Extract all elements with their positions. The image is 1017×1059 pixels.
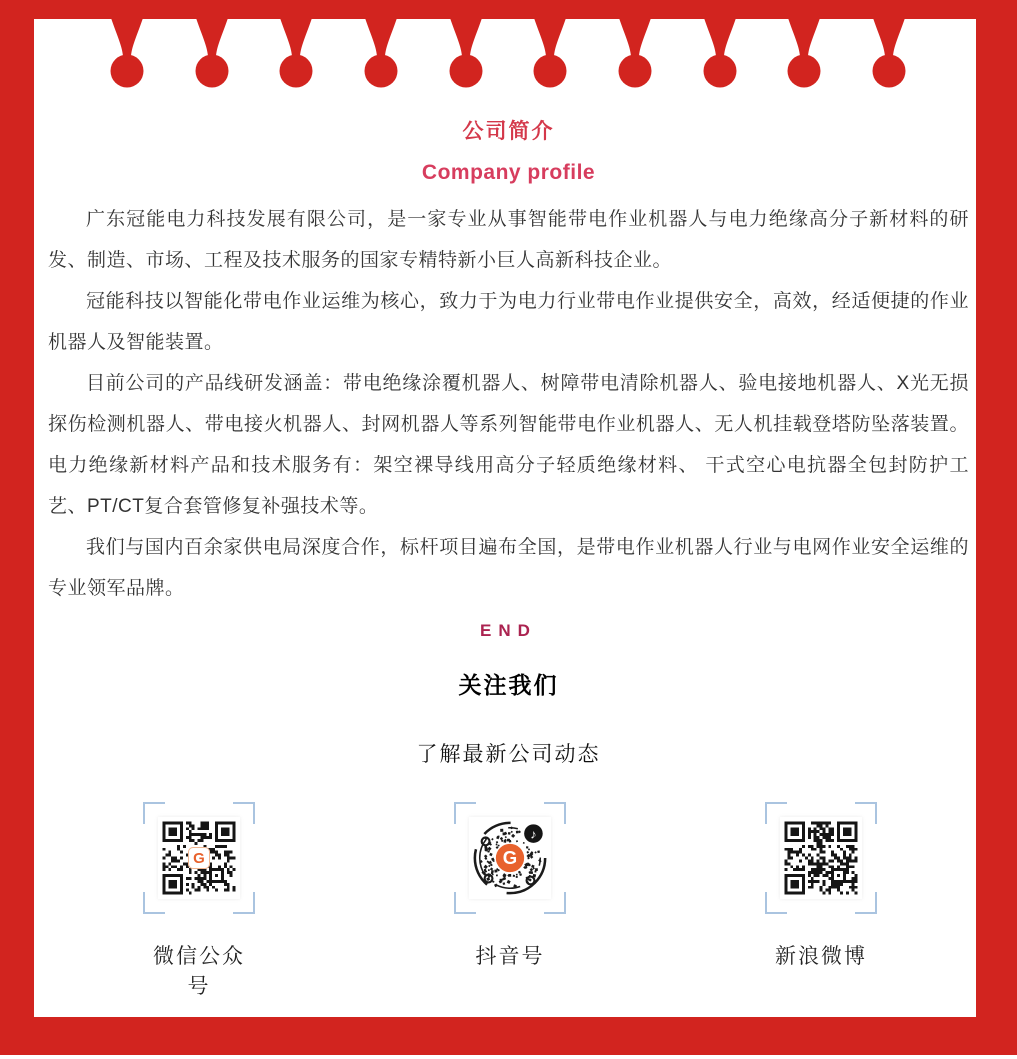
- qr-code-row: [143, 802, 877, 1000]
- company-logo-icon: G: [188, 847, 210, 869]
- svg-text:G: G: [502, 846, 518, 868]
- qr-item-weibo: [765, 802, 877, 1000]
- douyin-qr-code-icon[interactable]: [469, 817, 551, 899]
- end-marker: END: [480, 621, 537, 640]
- svg-text:♪: ♪: [530, 827, 537, 842]
- qr-label: 微信公众号: [153, 945, 245, 998]
- intro-paragraph: 目前公司的产品线研发涵盖：带电绝缘涂覆机器人、树障带电清除机器人、验电接地机器人、X光无损探伤检测机器人、带电接火机器人、封网机器人等系列智能带电作业机器人、无人机挂载登塔防坠落装置。电力绝缘新材料产品和技术服务有：架空裸导线用高分子轻质绝缘材料、 干式空心电抗器全包封防护工艺、PT/CT复合套管修复补强技术等。: [48, 373, 969, 517]
- follow-us-heading: 关注我们: [458, 672, 559, 698]
- intro-paragraph: 冠能科技以智能化带电作业运维为核心，致力于为电力行业带电作业提供安全，高效，经适便捷的作业机器人及智能装置。: [48, 291, 969, 353]
- qr-item-douyin: [454, 802, 566, 1000]
- bracket-frame: [143, 802, 255, 914]
- bottom-red-border: [0, 1017, 1017, 1055]
- intro-paragraph: 我们与国内百余家供电局深度合作，标杆项目遍布全国，是带电作业机器人行业与电网作业安全运维的专业领军品牌。: [48, 537, 969, 599]
- qr-item-wechat: [143, 802, 255, 1000]
- intro-paragraph: 广东冠能电力科技发展有限公司，是一家专业从事智能带电作业机器人与电力绝缘高分子新材料的研发、制造、市场、工程及技术服务的国家专精特新小巨人高新科技企业。: [48, 209, 969, 271]
- follow-us-subheading: 了解最新公司动态: [416, 743, 601, 766]
- qr-label: 新浪微博: [775, 945, 867, 968]
- wechat-qr-code-icon[interactable]: [158, 817, 240, 899]
- bracket-frame: [765, 802, 877, 914]
- company-intro: [48, 199, 969, 609]
- qr-label: 抖音号: [475, 945, 545, 968]
- section-title-cn: 公司简介: [462, 120, 555, 143]
- section-title-en: Company profile: [421, 161, 596, 184]
- weibo-qr-code-icon[interactable]: [780, 817, 862, 899]
- bracket-frame: [454, 802, 566, 914]
